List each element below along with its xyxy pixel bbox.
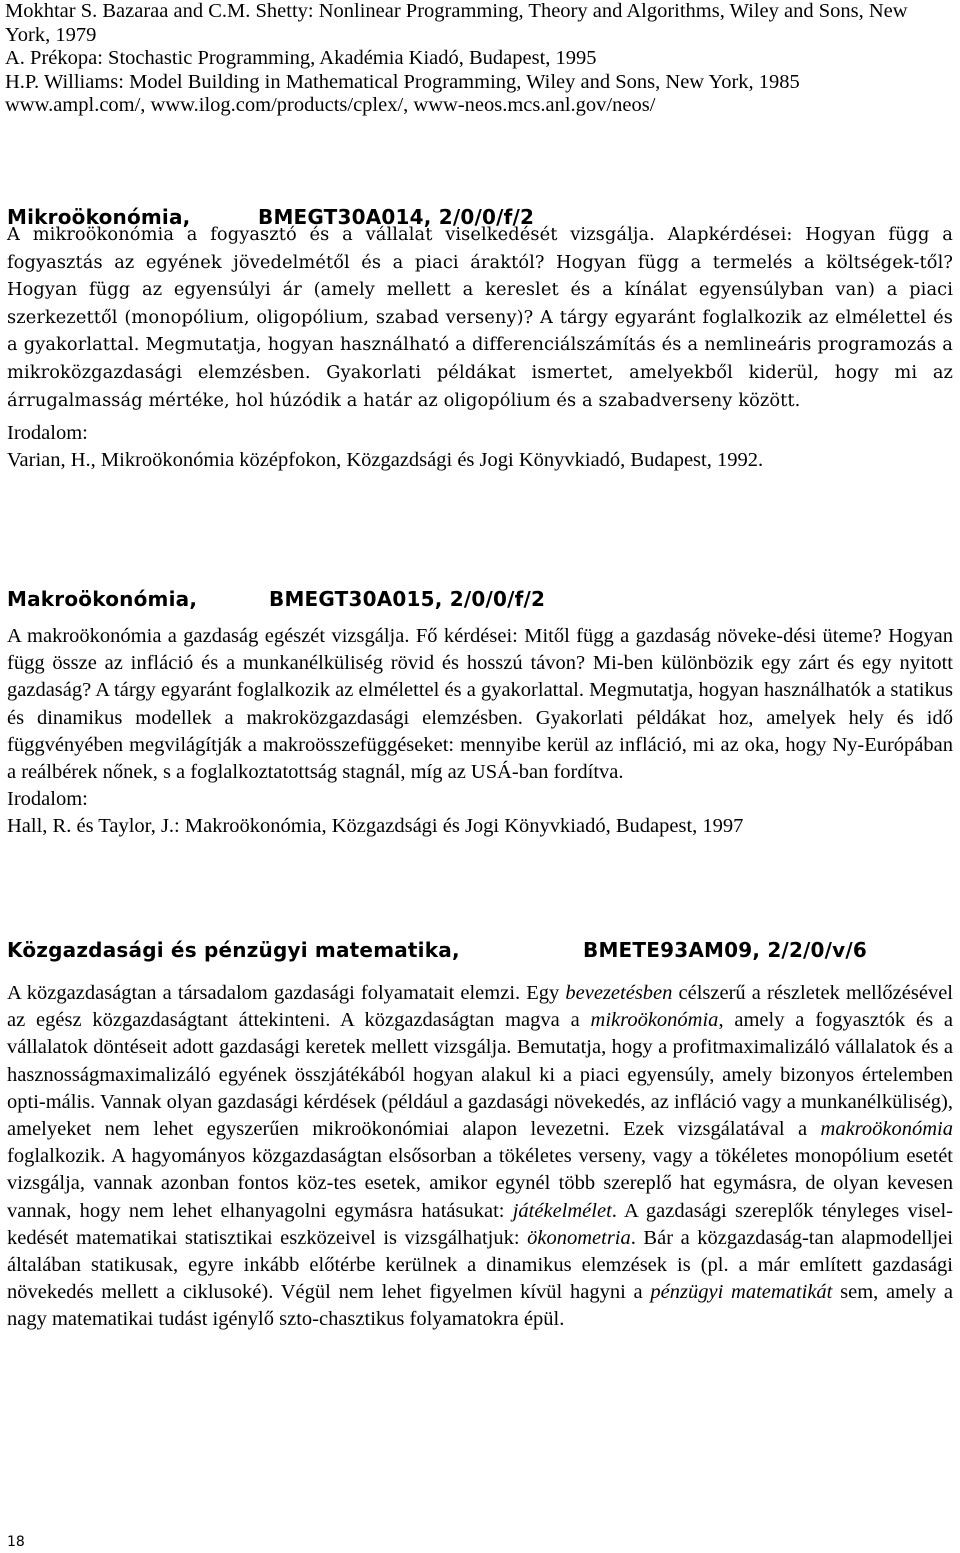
course-description: A mikroökonómia a fogyasztó és a vállalat viselkedését vizsgálja. Alapkérdései: Hogyan függ a fogyasztás az egyének jövedelmétől és a piaci áraktól? Hogyan függ a termelés a költségek-től? Hogyan függ az egyensúlyi ár (amely mellett a kereslet és a kínálat egyensúlyban van) a piaci szerkezettől (monopólium, oligopólium, szabad verseny)? A tárgy egyaránt foglalkozik az elmélettel és a gyakorlattal. Megmutatja, hogyan használható a differenciálszámítás és a nemlineáris programozás a mikroközgazdasági elemzésben. Gyakorlati példákat ismertet, amelyekből kiderül, hogy mi az árrugalmasság mértéke, hol húzódik a határ az oligopólium és a szabadverseny között. [7,224,953,411]
text-run: foglalkozik. A hagyományos közgazdaságtan elsősorban a tökéletes verseny, vagy a tökéletes monopólium esetét vizsgálja, vannak azonban fontos köz-tes esetek, amikor egynél több szereplő hat egymásra, de olyan kevesen vannak, hogy nem lehet elhanyagolni egymásra hatásukat: [7,1145,953,1222]
italic-term: makroökonómia [820,1118,953,1141]
italic-term: pénzügyi matematikát [650,1281,833,1304]
text-run: . A gazdasági szereplők tényleges visel-kedését matematikai statisztikai eszközeivel is vizsgálhatjuk: [7,1199,953,1249]
reference-item: www.ampl.com/, www.ilog.com/products/cplex/, www-neos.mcs.anl.gov/neos/ [5,94,656,116]
course-section [7,221,953,475]
literature-entry: Varian, H., Mikroökonómia középfokon, Közgazdsági és Jogi Könyvkiadó, Budapest, 1992. [7,449,764,472]
text-run: célszerű a részletek mellőzésével az egész közgazdaságtant áttekinteni. A közgazdaságtan magva a [7,982,953,1032]
course-code: BMEGT30A014, 2/0/0/f/2 [258,205,535,229]
italic-term: ökonometria [527,1226,631,1249]
course-name: Mikroökonómia, [7,205,191,229]
course-description [7,980,953,1334]
italic-term: mikroökonómia [590,1009,719,1032]
text-run: sem, amely a nagy matematikai tudást igénylő szto-chasztikus folyamatokra épül. [7,1281,953,1331]
course-code: BMETE93AM09, 2/2/0/v/6 [583,938,868,962]
course-code: BMEGT30A015, 2/0/0/f/2 [269,587,546,611]
literature-entry: Hall, R. és Taylor, J.: Makroökonómia, Közgazdsági és Jogi Könyvkiadó, Budapest, 1997 [7,815,744,838]
reference-item: A. Prékopa: Stochastic Programming, Akadémia Kiadó, Budapest, 1995 [5,47,597,69]
text-run: , amely a fogyasztók és a vállalatok döntéseit adott gazdasági keretek mellett vizsgálja. Bemutatja, hogy a profitmaximalizáló vállalatok és a hasznosságmaximalizáló egyének összjátékából hogyan alakul ki a piaci egyensúly, amely bizonyos értelemben opti-mális. Vannak olyan gazdasági kérdések (például a gazdasági növekedés, az infláció vagy a munkanélküliség), amelyeket nem lehet egyszerűen mikroökonómiai alapon levezetni. Ezek vizsgálatával a [7,1009,954,1141]
course-section [7,623,953,841]
literature-label: Irodalom: [7,422,88,445]
italic-term: játékelmélet [512,1199,612,1222]
course-description: A makroökonómia a gazdaság egészét vizsgálja. Fő kérdései: Mitől függ a gazdaság növeke-dési üteme? Hogyan függ össze az infláció és a munkanélküliség rövid és hosszú távon? Mi-ben különbözik egy zárt és egy nyitott gazdaság? A tárgy egyaránt foglalkozik az elmélettel és a gyakorlattal. Megmutatja, hogyan használhatók a statikus és dinamikus modellek a makroközgazdasági elemzésben. Gyakorlati példákat hoz, amelyek hely és idő függvényében megvilágítják a makroösszefüggéseket: mennyibe kerül az infláció, mi az oka, hogy Ny-Európában a reálbérek nőnek, s a foglalkoztatottság stagnál, míg az USÁ-ban fordítva. [7,625,953,784]
reference-item: Mokhtar S. Bazaraa and C.M. Shetty: Nonlinear Programming, Theory and Algorithms, Wiley and Sons, New York, 1979 [5,0,908,46]
literature-label: Irodalom: [7,788,88,811]
course-name: Makroökonómia, [7,587,198,611]
text-run: . Bár a közgazdaság-tan alapmodelljei általában statikusak, egyre inkább előtérbe kerülnek a dinamikus elemzések is (pl. a már említett gazdasági növekedés mellett a ciklusoké). Végül nem lehet figyelmen kívül hagyni a [7,1226,953,1304]
page-number: 18 [7,1534,25,1550]
course-name: Közgazdasági és pénzügyi matematika, [7,938,460,962]
italic-term: bevezetésben [565,982,673,1004]
text-run: A közgazdaságtan a társadalom gazdasági folyamatait elemzi. Egy [7,982,566,1004]
reference-item: H.P. Williams: Model Building in Mathematical Programming, Wiley and Sons, New York, 1985 [5,70,800,93]
reference-list [5,0,955,118]
course-section [7,980,953,1334]
